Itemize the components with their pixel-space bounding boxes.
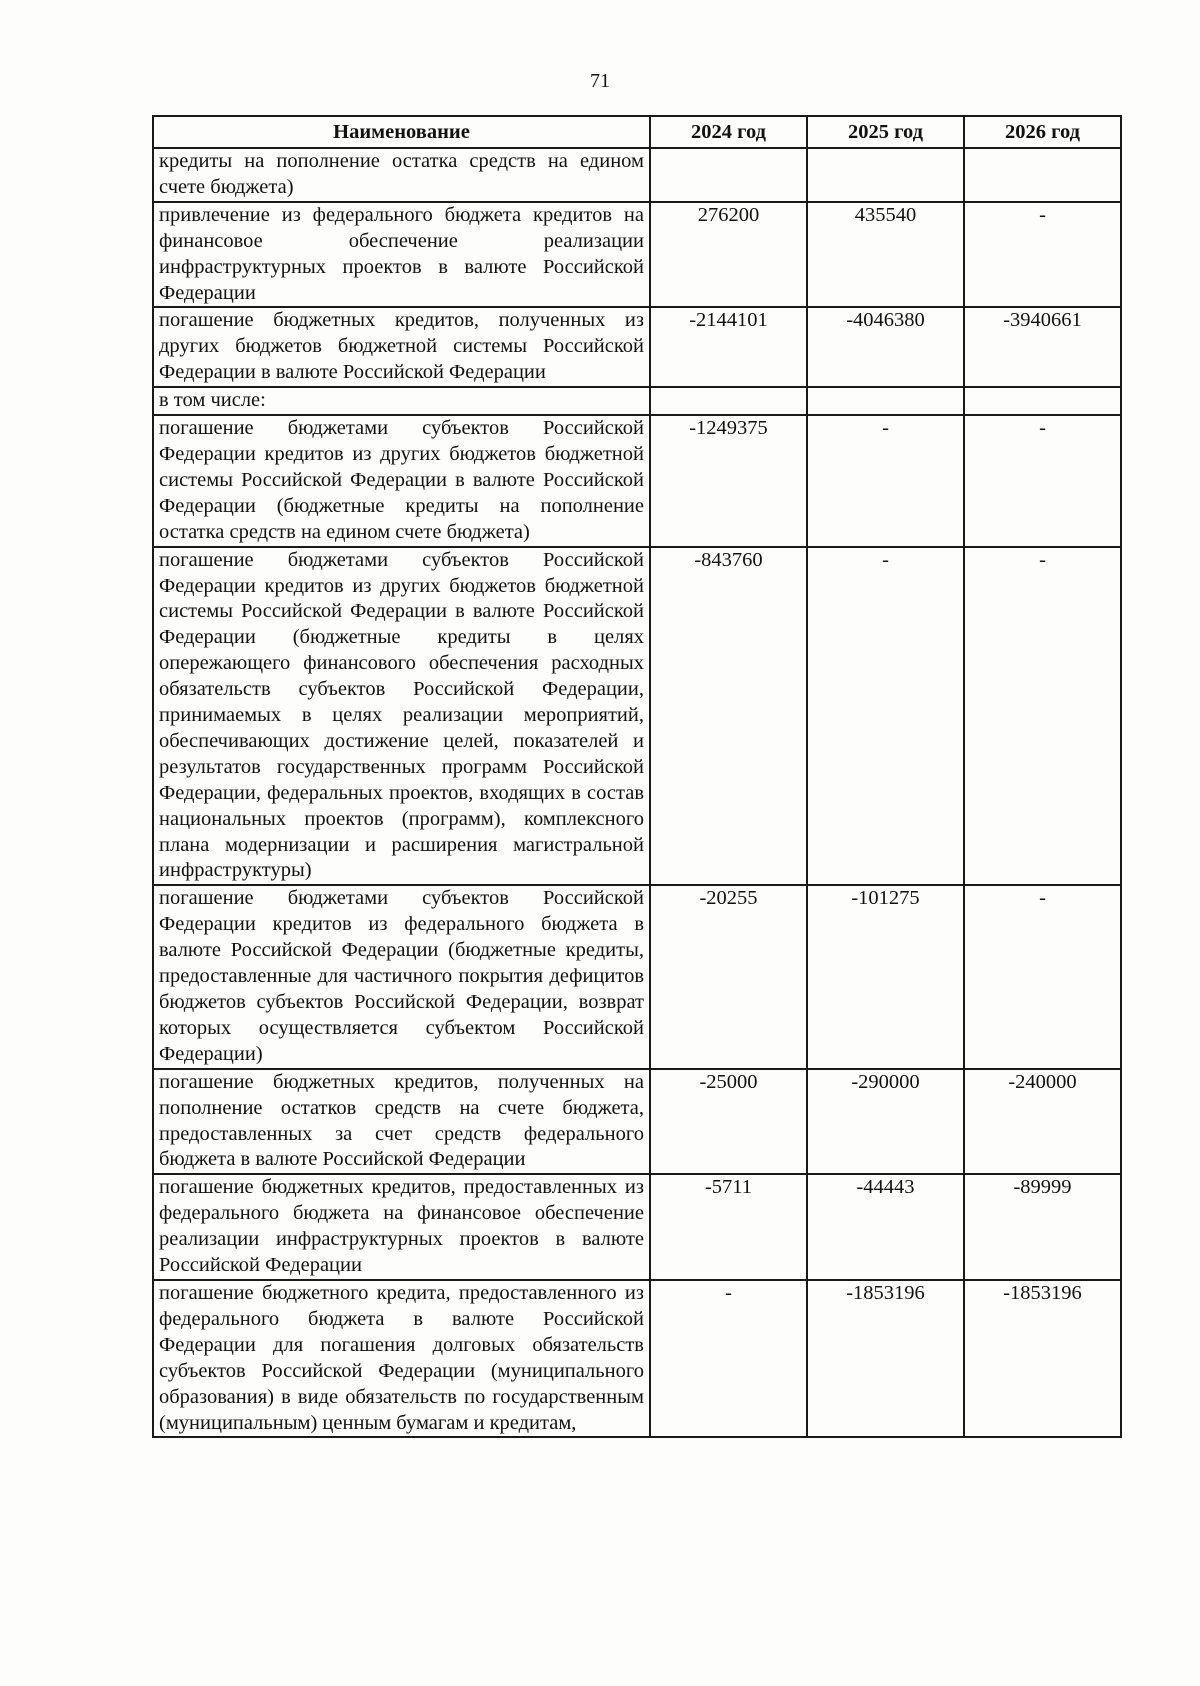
row-2025: 435540	[807, 202, 964, 308]
row-2026: -	[964, 885, 1121, 1068]
row-2024: -5711	[650, 1174, 807, 1280]
row-2025: -44443	[807, 1174, 964, 1280]
table-row	[153, 1069, 1121, 1175]
row-name: погашение бюджетных кредитов, полученных на пополнение остатков средств на счете бюджета, предоставленных за счет средств федерального бюджета в валюте Российской Федерации	[153, 1069, 650, 1175]
row-2025: -101275	[807, 885, 964, 1068]
table-row	[153, 387, 1121, 415]
row-2025	[807, 387, 964, 415]
row-2026: -	[964, 415, 1121, 547]
row-2025: -1853196	[807, 1280, 964, 1437]
row-2026: -3940661	[964, 307, 1121, 387]
row-2024: -	[650, 1280, 807, 1437]
budget-table	[152, 115, 1122, 1438]
row-name: погашение бюджетами субъектов Российской Федерации кредитов из других бюджетов бюджетной системы Российской Федерации в валюте Российской Федерации (бюджетные кредиты на пополнение остатка средств на едином счете бюджета)	[153, 415, 650, 547]
table-row	[153, 202, 1121, 308]
row-2026: -	[964, 202, 1121, 308]
row-2024: -2144101	[650, 307, 807, 387]
row-name: погашение бюджетных кредитов, предоставленных из федерального бюджета на финансовое обеспечение реализации инфраструктурных проектов в валюте Российской Федерации	[153, 1174, 650, 1280]
row-2024: -20255	[650, 885, 807, 1068]
row-2026: -240000	[964, 1069, 1121, 1175]
table-row	[153, 307, 1121, 387]
row-2026: -1853196	[964, 1280, 1121, 1437]
row-2025	[807, 148, 964, 202]
row-2024: -843760	[650, 547, 807, 886]
header-2026: 2026 год	[964, 116, 1121, 148]
row-2024: -25000	[650, 1069, 807, 1175]
row-2026	[964, 387, 1121, 415]
row-2024	[650, 387, 807, 415]
row-name: погашение бюджетного кредита, предоставленного из федерального бюджета в валюте Российской Федерации для погашения долговых обязательств субъектов Российской Федерации (муниципального образования) в виде обязательств по государственным (муниципальным) ценным бумагам и кредитам,	[153, 1280, 650, 1437]
row-2026: -89999	[964, 1174, 1121, 1280]
table-row	[153, 1174, 1121, 1280]
row-2024	[650, 148, 807, 202]
row-name: погашение бюджетных кредитов, полученных из других бюджетов бюджетной системы Российской Федерации в валюте Российской Федерации	[153, 307, 650, 387]
table-row	[153, 148, 1121, 202]
header-2025: 2025 год	[807, 116, 964, 148]
page-number: 71	[590, 70, 610, 92]
row-name: в том числе:	[153, 387, 650, 415]
row-2025: -290000	[807, 1069, 964, 1175]
row-2026	[964, 148, 1121, 202]
header-2024: 2024 год	[650, 116, 807, 148]
row-2025: -	[807, 415, 964, 547]
table-row	[153, 547, 1121, 886]
table-row	[153, 415, 1121, 547]
row-name: кредиты на пополнение остатка средств на едином счете бюджета)	[153, 148, 650, 202]
row-2026: -	[964, 547, 1121, 886]
row-name: привлечение из федерального бюджета кредитов на финансовое обеспечение реализации инфраструктурных проектов в валюте Российской Федерации	[153, 202, 650, 308]
table-row	[153, 885, 1121, 1068]
table-row	[153, 1280, 1121, 1437]
row-2025: -4046380	[807, 307, 964, 387]
header-row	[153, 116, 1121, 148]
row-2024: 276200	[650, 202, 807, 308]
row-name: погашение бюджетами субъектов Российской Федерации кредитов из других бюджетов бюджетной системы Российской Федерации в валюте Российской Федерации (бюджетные кредиты в целях опережающего финансового обеспечения расходных обязательств субъектов Российской Федерации, принимаемых в целях реализации мероприятий, обеспечивающих достижение целей, показателей и результатов государственных программ Российской Федерации, федеральных проектов, входящих в состав национальных проектов (программ), комплексного плана модернизации и расширения магистральной инфраструктуры)	[153, 547, 650, 886]
row-2025: -	[807, 547, 964, 886]
row-2024: -1249375	[650, 415, 807, 547]
row-name: погашение бюджетами субъектов Российской Федерации кредитов из федерального бюджета в валюте Российской Федерации (бюджетные кредиты, предоставленные для частичного покрытия дефицитов бюджетов субъектов Российской Федерации, возврат которых осуществляется субъектом Российской Федерации)	[153, 885, 650, 1068]
header-name: Наименование	[153, 116, 650, 148]
